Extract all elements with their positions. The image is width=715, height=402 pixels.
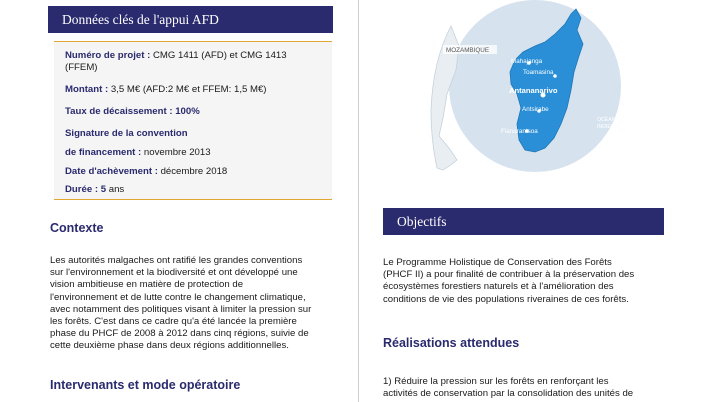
project-number-row-continued [65, 62, 98, 74]
objectives-paragraph [383, 257, 664, 306]
ocean-label-line1: OCÉAN [597, 117, 616, 123]
city-label-toamasina: Toamasina [523, 69, 554, 76]
amount-value: 3,5 M€ (AFD:2 M€ et FFEM: 1,5 M€) [108, 84, 267, 95]
expected-results-paragraph [383, 376, 664, 400]
objectives-title: Objectifs [383, 208, 664, 235]
expected-results-heading: Réalisations attendues [383, 336, 520, 350]
objectives-line: (PHCF II) a pour finalité de contribuer à la préservation des [383, 269, 635, 281]
project-number-value: CMG 1411 (AFD) et CMG 1413 [150, 50, 287, 61]
signature-row-continued [65, 147, 211, 159]
expected-results-line: activités de conservation par la consolidation des unités de [383, 388, 634, 400]
expected-results-line: 1) Réduire la pression sur les forêts en renforçant les [383, 376, 609, 387]
project-number-label: Numéro de projet : [65, 50, 151, 61]
city-label-antsirabe: Antsirabe [522, 106, 549, 113]
city-label-fianarantsoa: Fianarantsoa [501, 128, 538, 135]
city-label-mahajanga: Mahajanga [511, 58, 543, 65]
duration-label: Durée : 5 [65, 184, 107, 195]
duration-row [65, 184, 124, 196]
signature-row [65, 128, 188, 140]
duration-value: ans [106, 184, 125, 195]
context-line: phase du PHCF de 2008 à 2012 dans cinq régions, suivie de [50, 328, 309, 340]
project-number-value-continued: (FFEM) [65, 62, 98, 73]
completion-value: décembre 2018 [157, 166, 228, 177]
signature-label: Signature de la convention [65, 128, 188, 139]
amount-label: Montant : [65, 84, 109, 95]
disbursement-row [65, 106, 200, 118]
context-line: vision ambitieuse en matière de protection de [50, 279, 244, 291]
context-line: l'environnement et de lutte contre le changement climatique, [50, 291, 306, 303]
city-label-antananarivo: Antananarivo [509, 86, 558, 95]
context-line: Les autorités malgaches ont ratifié les grandes conventions [50, 255, 303, 266]
signature-label-continued: de financement : [65, 147, 142, 158]
objectives-line: écosystèmes forestiers naturels et à l'amélioration des [383, 281, 614, 293]
context-line: avec notamment des politiques visant à limiter la pression sur [50, 303, 312, 315]
context-line: cette deuxième phase dans deux régions additionnelles. [50, 340, 289, 352]
disbursement-label: Taux de décaissement : 100% [65, 106, 200, 117]
objectives-line: Le Programme Holistique de Conservation des Forêts [383, 257, 612, 268]
afd-key-data-title: Données clés de l'appui AFD [48, 6, 333, 33]
ocean-label-line2: INDIEN [597, 124, 615, 130]
context-line: sur l'environnement et la biodiversité et ont développé une [50, 267, 298, 279]
completion-label: Date d'achèvement : [65, 166, 158, 177]
afd-key-data-box [54, 41, 332, 200]
context-line: les forêts. C'est dans ce cadre qu'a été lancée la première [50, 316, 297, 328]
context-paragraph [50, 255, 334, 353]
column-divider [358, 0, 359, 402]
city-dot [553, 74, 557, 78]
country-label: MOZAMBIQUE [446, 47, 490, 54]
completion-row [65, 166, 227, 178]
signature-value: novembre 2013 [141, 147, 211, 158]
project-number-row [65, 50, 287, 62]
objectives-line: conditions de vie des populations riveraines de ces forêts. [383, 293, 629, 305]
context-heading: Contexte [50, 221, 104, 235]
stakeholders-heading: Intervenants et mode opératoire [50, 378, 241, 392]
amount-row [65, 84, 267, 96]
madagascar-map [425, 0, 675, 195]
